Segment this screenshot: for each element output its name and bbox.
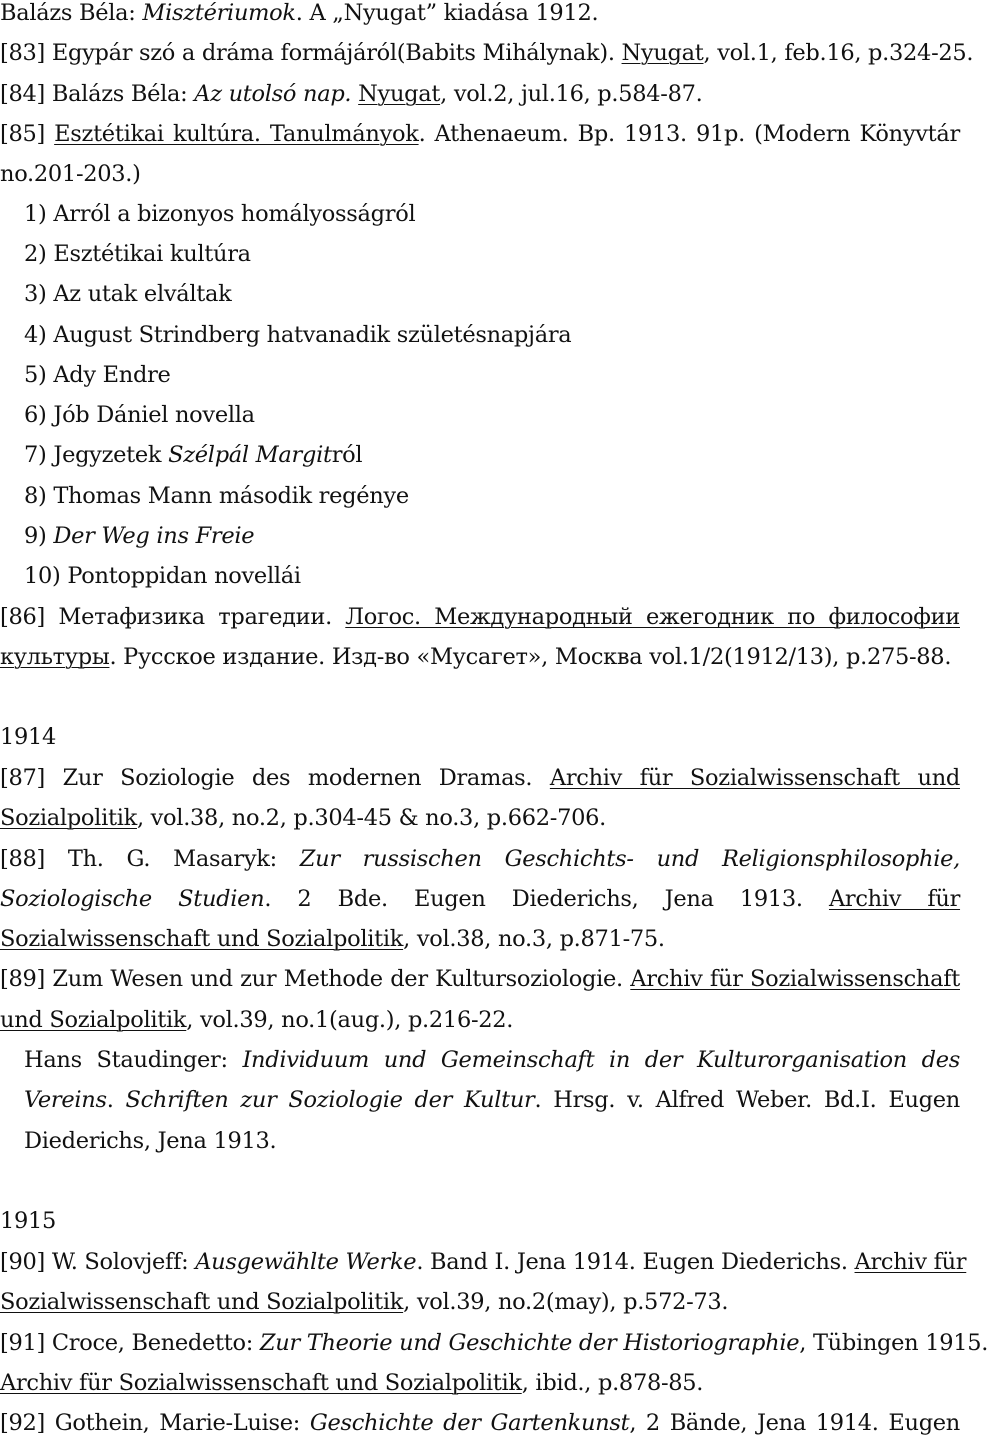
contents-item: 1) Arról a bizonyos homályosságról <box>24 201 416 227</box>
review-note: Hans Staudinger: Individuum und Gemeinschaft in der Kulturorganisation des <box>24 1047 960 1073</box>
text-line: Sozialwissenschaft und Sozialpolitik, vol.39, no.2(may), p.572-73. <box>0 1289 729 1315</box>
review-note: Vereins. Schriften zur Soziologie der Kultur. Hrsg. v. Alfred Weber. Bd.I. Eugen <box>24 1087 960 1113</box>
contents-item: 10) Pontoppidan novellái <box>24 563 301 589</box>
journal-link[interactable]: Archiv für Sozialwissenschaft <box>630 966 960 992</box>
bib-entry-91: [91] Croce, Benedetto: Zur Theorie und Geschichte der Historiographie, Tübingen 1915. <box>0 1330 988 1356</box>
contents-item: 5) Ady Endre <box>24 362 171 388</box>
journal-link[interactable]: Sozialpolitik <box>0 805 137 831</box>
journal-link[interactable]: Archiv für Sozialwissenschaft und <box>549 765 960 791</box>
text-line: Sozialwissenschaft und Sozialpolitik, vol.38, no.3, p.871-75. <box>0 926 665 952</box>
journal-link[interactable]: Archiv für <box>828 886 961 912</box>
text-line: und Sozialpolitik, vol.39, no.1(aug.), p.216-22. <box>0 1007 514 1033</box>
text-line: Archiv für Sozialwissenschaft und Sozialpolitik, ibid., p.878-85. <box>0 1370 704 1396</box>
text-line: no.201-203.) <box>0 161 141 187</box>
contents-item: 6) Jób Dániel novella <box>24 402 255 428</box>
journal-link[interactable]: Nyugat <box>621 40 704 66</box>
bib-entry-88: [88] Th. G. Masaryk: Zur russischen Geschichts- und Religionsphilosophie, <box>0 846 960 872</box>
journal-link[interactable]: Логос. Международный ежегодник по философии <box>345 604 960 630</box>
contents-item: 8) Thomas Mann második regénye <box>24 483 409 509</box>
year-heading: 1915 <box>0 1208 57 1234</box>
contents-item: 3) Az utak elváltak <box>24 281 232 307</box>
book-title-link[interactable]: Esztétikai kultúra. Tanulmányok <box>54 121 419 147</box>
bib-entry-87: [87] Zur Soziologie des modernen Dramas. Archiv für Sozialwissenschaft und <box>0 765 960 791</box>
journal-link[interactable]: Sozialwissenschaft und Sozialpolitik <box>0 1289 404 1315</box>
journal-link[interactable]: Sozialwissenschaft und Sozialpolitik <box>0 926 404 952</box>
year-heading: 1914 <box>0 724 57 750</box>
bib-entry-86: [86] Метафизика трагедии. Логос. Международный ежегодник по философии <box>0 604 960 630</box>
journal-link[interactable]: Nyugat <box>358 81 441 107</box>
journal-link[interactable]: Archiv für <box>854 1249 967 1275</box>
contents-item: 2) Esztétikai kultúra <box>24 241 251 267</box>
text-line: Soziologische Studien. 2 Bde. Eugen Diederichs, Jena 1913. Archiv für <box>0 886 961 912</box>
contents-item: 4) August Strindberg hatvanadik születésnapjára <box>24 322 572 348</box>
bib-entry-90: [90] W. Solovjeff: Ausgewählte Werke. Band I. Jena 1914. Eugen Diederichs. Archiv für <box>0 1249 967 1275</box>
journal-link[interactable]: Archiv für Sozialwissenschaft und Sozialpolitik <box>0 1370 522 1396</box>
text-line: культуры. Русское издание. Изд-во «Мусагет», Москва vol.1/2(1912/13), p.275-88. <box>0 644 952 670</box>
contents-item: 7) Jegyzetek Szélpál Margitról <box>24 442 363 468</box>
bib-entry-89: [89] Zum Wesen und zur Methode der Kultursoziologie. Archiv für Sozialwissenschaft <box>0 966 960 992</box>
bib-entry-83: [83] Egypár szó a dráma formájáról(Babits Mihálynak). Nyugat, vol.1, feb.16, p.324-25. <box>0 40 974 66</box>
journal-link[interactable]: und Sozialpolitik <box>0 1007 187 1033</box>
bib-entry-85: [85] Esztétikai kultúra. Tanulmányok. Athenaeum. Bp. 1913. 91p. (Modern Könyvtár <box>0 121 960 147</box>
bib-entry-92: [92] Gothein, Marie-Luise: Geschichte der Gartenkunst, 2 Bände, Jena 1914. Eugen <box>0 1410 960 1436</box>
bib-entry-84: [84] Balázs Béla: Az utolsó nap. Nyugat, vol.2, jul.16, p.584-87. <box>0 81 703 107</box>
text-line: Balázs Béla: Misztériumok. A „Nyugat” kiadása 1912. <box>0 0 599 26</box>
journal-link[interactable]: культуры <box>0 644 110 670</box>
text-line: Sozialpolitik, vol.38, no.2, p.304-45 & no.3, p.662-706. <box>0 805 606 831</box>
contents-item: 9) Der Weg ins Freie <box>24 523 255 549</box>
review-note: Diederichs, Jena 1913. <box>24 1128 277 1154</box>
